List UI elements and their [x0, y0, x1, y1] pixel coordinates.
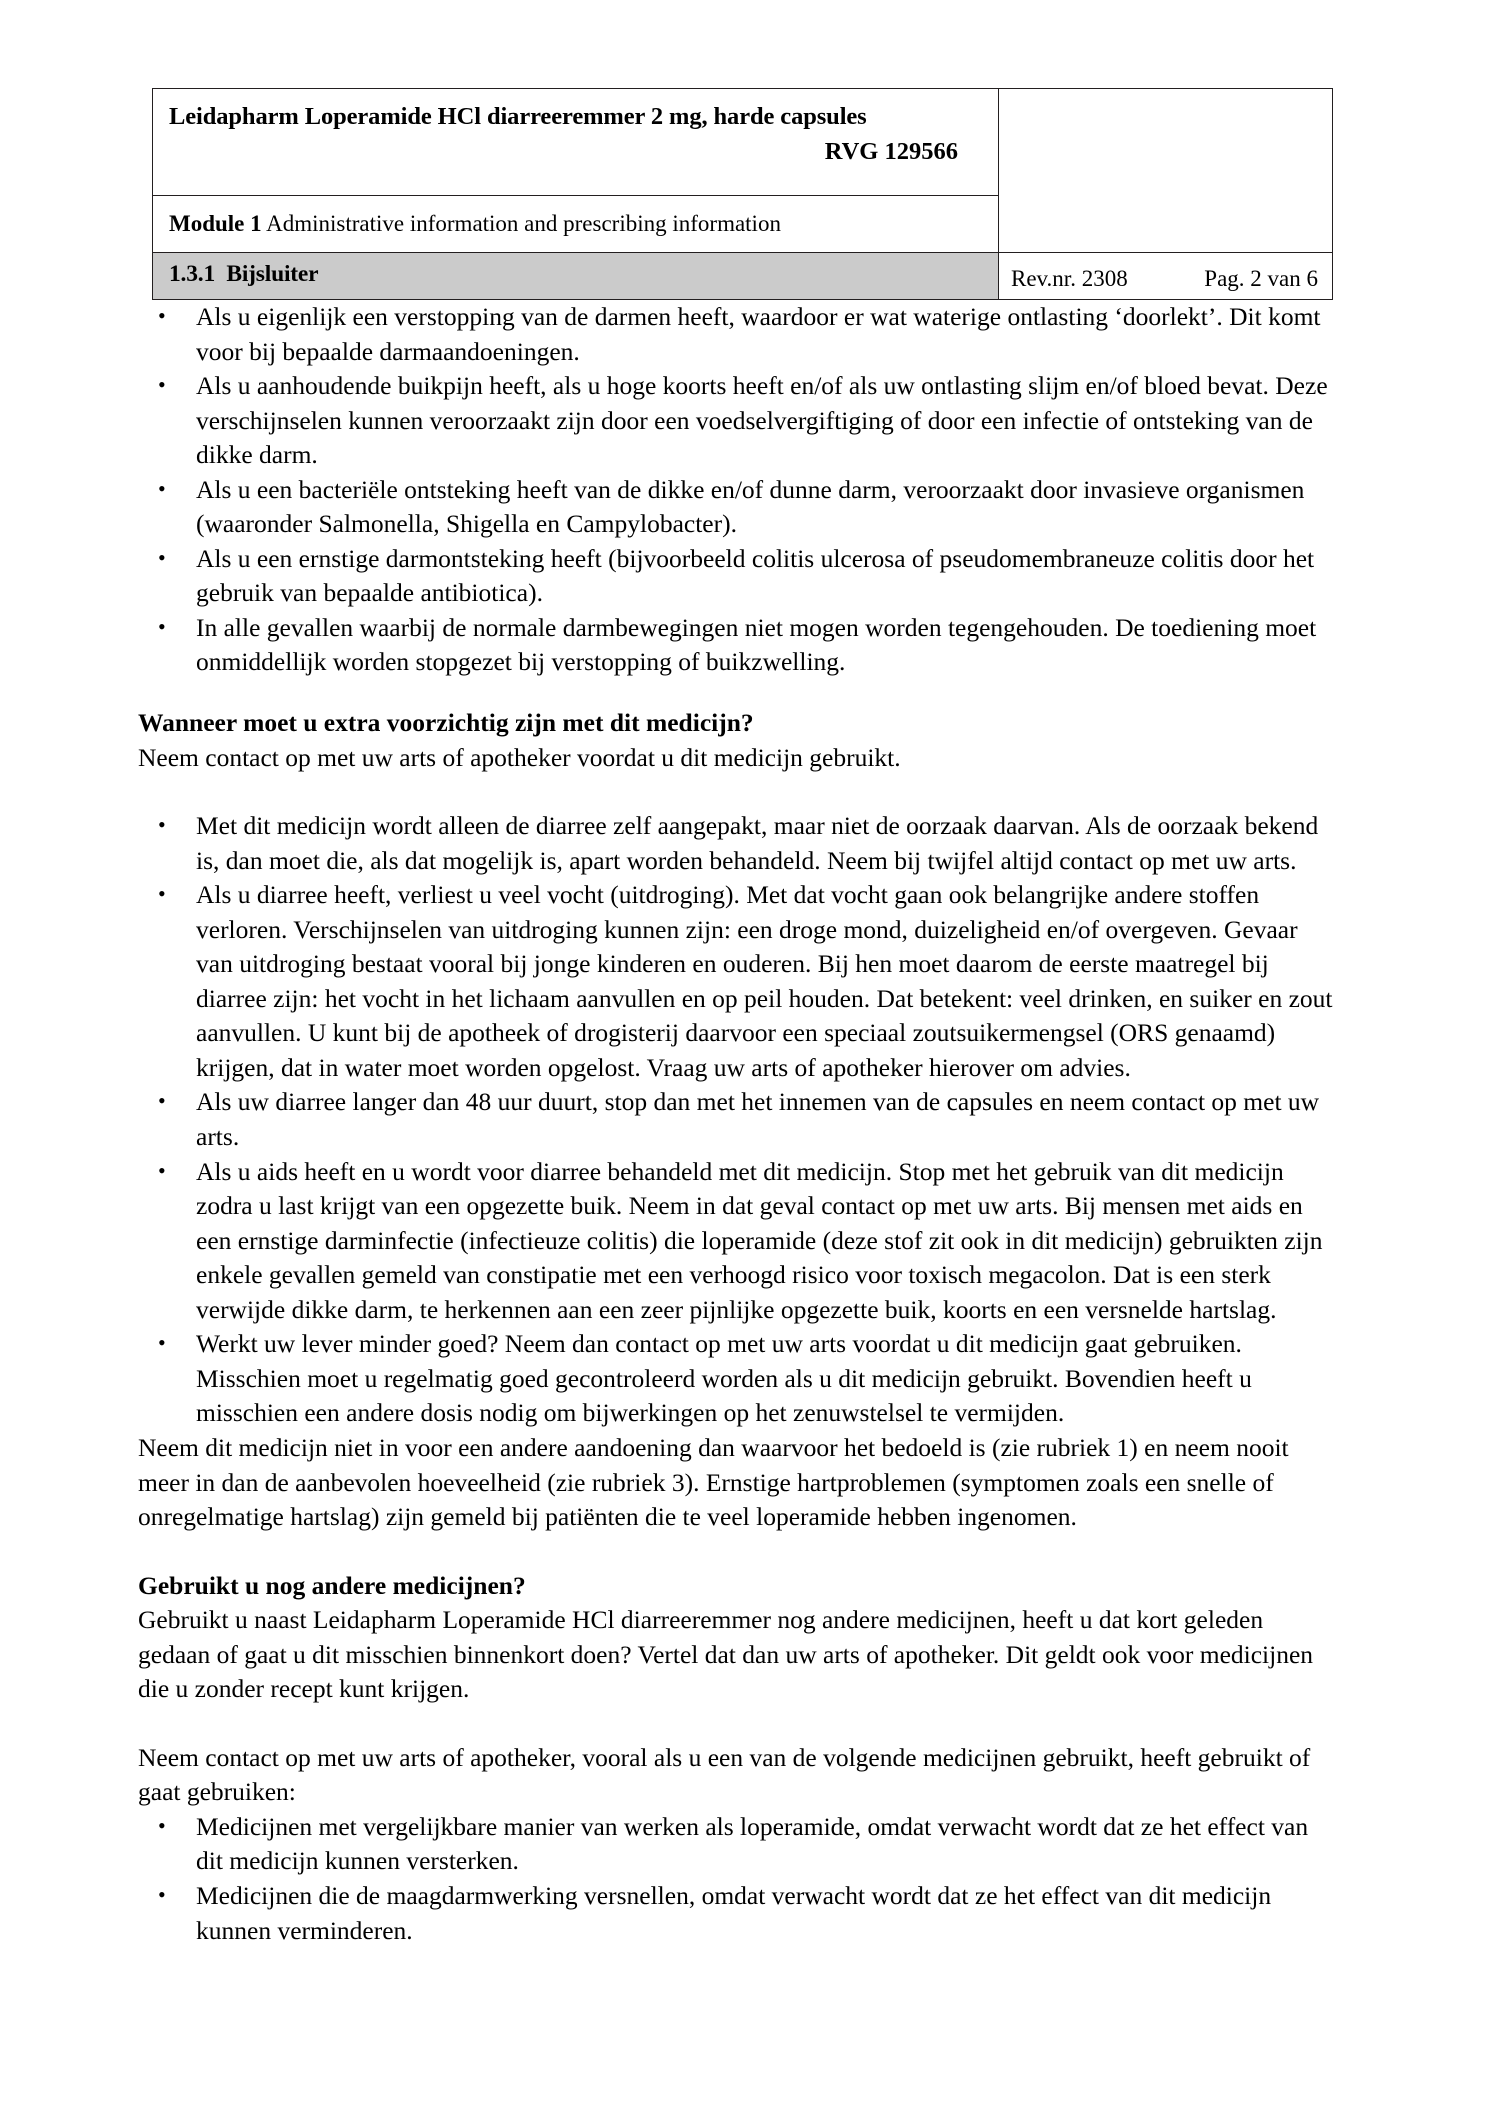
header-row-section [153, 253, 1333, 300]
revision-number: Rev.nr. 2308 [1011, 266, 1128, 291]
bullet-list-caution [138, 809, 1338, 1431]
header-cell-blank [999, 89, 1333, 253]
list-item: • Als u een bacteriële ontsteking heeft van de dikke en/of dunne darm, veroorzaakt door invasieve organismen (waaronder Salmonella, Shigella en Campylobacter). [138, 473, 1338, 542]
list-item: • Medicijnen met vergelijkbare manier van werken als loperamide, omdat verwacht wordt dat ze het effect van dit medicijn kunnen versterken. [138, 1810, 1338, 1879]
page-number: Pag. 2 van 6 [1204, 266, 1318, 291]
bullet-list-contraindications [138, 300, 1338, 680]
header-cell-revision [999, 253, 1333, 300]
list-item: • Medicijnen die de maagdarmwerking versnellen, omdat verwacht wordt dat ze het effect van dit medicijn kunnen verminderen. [138, 1879, 1338, 1948]
list-item: • Als u eigenlijk een verstopping van de darmen heeft, waardoor er wat waterige ontlasting ‘doorlekt’. Dit komt voor bij bepaalde darmaandoeningen. [138, 300, 1338, 369]
spacer [138, 680, 1338, 706]
paragraph-other-medicines: Gebruikt u naast Leidapharm Loperamide HCl diarreeremmer nog andere medicijnen, heeft u dat kort geleden gedaan of gaat u dit misschien binnenkort doen? Vertel dat dan uw arts of apotheker. Dit geldt ook voor medicijnen die u zonder recept kunt krijgen. [138, 1605, 1314, 1704]
list-item: • Als u een ernstige darmontsteking heeft (bijvoorbeeld colitis ulcerosa of pseudomembraneuze colitis door het gebruik van bepaalde antibiotica). [138, 542, 1338, 611]
document-header-table [152, 88, 1333, 300]
section-number: 1.3.1 [169, 261, 216, 287]
list-item: • Als u aids heeft en u wordt voor diarree behandeld met dit medicijn. Stop met het gebruik van dit medicijn zodra u last krijgt van een opgezette buik. Neem in dat geval contact op met uw arts. Bij mensen met aids en een ernstige darminfectie (infectieuze colitis) die loperamide (deze stof zit ook in dit medicijn) gebruikten zijn enkele gevallen gemeld van constipatie met een verhoogd risico voor toxisch megacolon. Dat is een sterk verwijde dikke darm, te herkennen aan een zeer pijnlijke opgezette buik, koorts en een versnelde hartslag. [138, 1155, 1338, 1328]
section-heading-other-medicines: Gebruikt u nog andere medicijnen? [138, 1570, 526, 1600]
spacer [138, 1707, 1338, 1741]
product-title: Leidapharm Loperamide HCl diarreeremmer 2 mg, harde capsules [169, 103, 867, 130]
bullet-list-interactions [138, 1810, 1338, 1948]
header-cell-section [153, 253, 999, 300]
spacer [138, 775, 1338, 809]
paragraph-caution-intro: Neem contact op met uw arts of apotheker voordat u dit medicijn gebruikt. [138, 742, 901, 772]
module-label: Module 1 [169, 211, 262, 236]
list-item: • Als u diarree heeft, verliest u veel vocht (uitdroging). Met dat vocht gaan ook belangrijke andere stoffen verloren. Verschijnselen van uitdroging kunnen zijn: een droge mond, duizeligheid en/of overgeven. Gevaar van uitdroging bestaat vooral bij jonge kinderen en ouderen. Bij hen moet daarom de eerste maatregel bij diarree zijn: het vocht in het lichaam aanvullen en op peil houden. Dat betekent: veel drinken, en suiker en zout aanvullen. U kunt bij de apotheek of drogisterij daarvoor een speciaal zoutsuikermengsel (ORS genaamd) krijgen, dat in water moet worden opgelost. Vraag uw arts of apotheker hierover om advies. [138, 878, 1338, 1085]
module-line [169, 210, 982, 239]
paragraph-after-caution: Neem dit medicijn niet in voor een andere aandoening dan waarvoor het bedoeld is (zie rubriek 1) en neem nooit meer in dan de aanbevolen hoeveelheid (zie rubriek 3). Ernstige hartproblemen (symptomen zoals een snelle of onregelmatige hartslag) zijn gemeld bij patiënten die te veel loperamide hebben ingenomen. [138, 1432, 1289, 1532]
header-row-title [153, 89, 1333, 196]
header-cell-module [153, 196, 999, 253]
list-item: • Met dit medicijn wordt alleen de diarree zelf aangepakt, maar niet de oorzaak daarvan. Als de oorzaak bekend is, dan moet die, als dat mogelijk is, apart worden behandeld. Neem bij twijfel altijd contact op met uw arts. [138, 809, 1338, 878]
document-body [138, 300, 1338, 1948]
spacer [138, 1535, 1338, 1569]
list-item: • Als uw diarree langer dan 48 uur duurt, stop dan met het innemen van de capsules en neem contact op met uw arts. [138, 1085, 1338, 1154]
section-title: Bijsluiter [226, 261, 319, 287]
section-heading-caution: Wanneer moet u extra voorzichtig zijn met dit medicijn? [138, 708, 754, 738]
section-label [153, 253, 998, 288]
header-cell-product [153, 89, 999, 196]
paragraph-contact-doctor: Neem contact op met uw arts of apotheker, vooral als u een van de volgende medicijnen gebruikt, heeft gebruikt of gaat gebruiken: [138, 1742, 1311, 1807]
list-item: • In alle gevallen waarbij de normale darmbewegingen niet mogen worden tegengehouden. De toediening moet onmiddellijk worden stopgezet bij verstopping of buikzwelling. [138, 611, 1338, 680]
list-item: • Werkt uw lever minder goed? Neem dan contact op met uw arts voordat u dit medicijn gaat gebruiken. Misschien moet u regelmatig goed gecontroleerd worden als u dit medicijn gebruikt. Bovendien heeft u misschien een andere dosis nodig om bijwerkingen op het zenuwstelsel te vermijden. [138, 1327, 1338, 1431]
module-text: Administrative information and prescribing information [261, 211, 781, 236]
list-item: • Als u aanhoudende buikpijn heeft, als u hoge koorts heeft en/of als uw ontlasting slijm en/of bloed bevat. Deze verschijnselen kunnen veroorzaakt zijn door een voedselvergiftiging of door een infectie of ontsteking van de dikke darm. [138, 369, 1338, 473]
rvg-number: RVG 129566 [824, 137, 958, 165]
